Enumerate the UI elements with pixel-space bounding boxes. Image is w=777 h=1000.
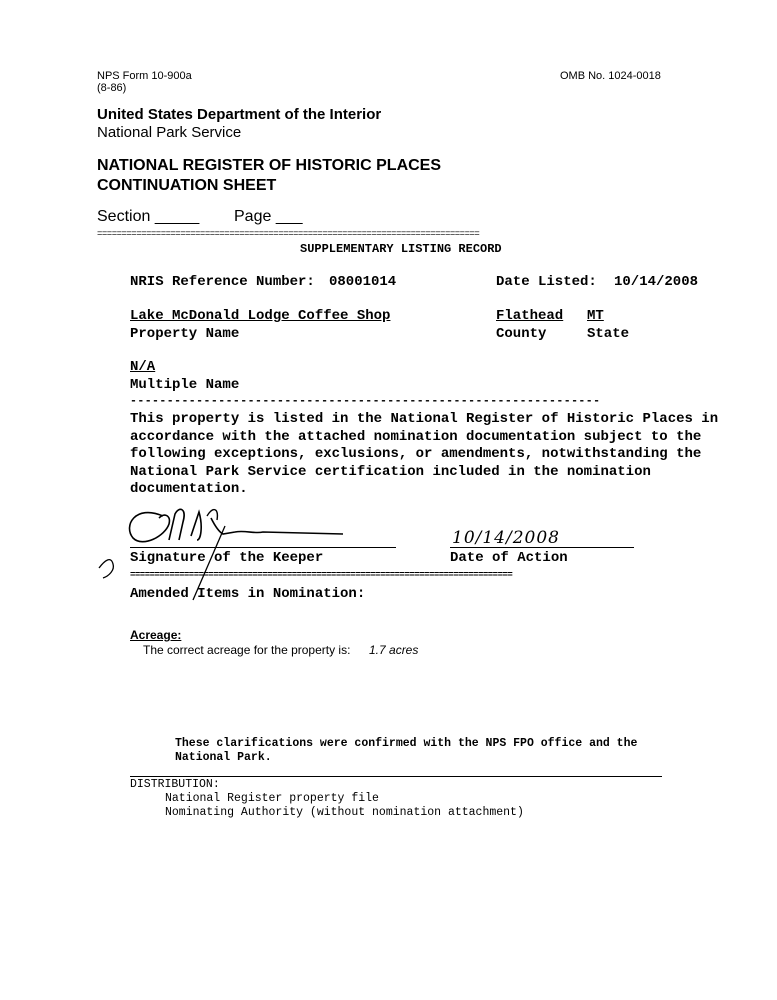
nris-label: NRIS Reference Number: bbox=[130, 274, 315, 290]
signature-line bbox=[130, 547, 396, 548]
property-name: Lake McDonald Lodge Coffee Shop bbox=[130, 308, 391, 324]
acreage-value: 1.7 acres bbox=[369, 643, 419, 657]
property-name-label: Property Name bbox=[130, 326, 240, 342]
omb-number: OMB No. 1024-0018 bbox=[560, 70, 661, 82]
handwritten-date: 10/14/2008 bbox=[452, 528, 560, 548]
county-value: Flathead bbox=[496, 308, 564, 324]
date-action-line bbox=[450, 547, 634, 548]
separator-equals-2: ============================================================================== bbox=[130, 570, 513, 580]
listing-statement: This property is listed in the National Register of Historic Places in accordance with the attached nomination documentation subject to the following exceptions, exclusions, or amendments, notwithstanding the National Park Service certification included in the nomination documentation. bbox=[130, 411, 719, 497]
form-title-line1: NATIONAL REGISTER OF HISTORIC PLACES bbox=[97, 157, 442, 174]
distribution-rule bbox=[130, 776, 662, 777]
distribution-heading: DISTRIBUTION: bbox=[130, 778, 220, 791]
multiple-name-value: N/A bbox=[130, 359, 156, 375]
date-of-action-label: Date of Action bbox=[450, 550, 568, 566]
county-label: County bbox=[496, 326, 547, 342]
form-revision: (8-86) bbox=[97, 82, 127, 94]
state-value: MT bbox=[587, 308, 604, 324]
form-number: NPS Form 10-900a bbox=[97, 70, 192, 82]
state-label: State bbox=[587, 326, 630, 342]
date-listed-value: 10/14/2008 bbox=[614, 274, 699, 290]
record-title: SUPPLEMENTARY LISTING RECORD bbox=[300, 242, 502, 256]
multiple-name-label: Multiple Name bbox=[130, 377, 240, 393]
signature-label: Signature of the Keeper bbox=[130, 550, 324, 566]
acreage-heading: Acreage: bbox=[130, 628, 182, 642]
clarification-line1: These clarifications were confirmed with the NPS FPO office and the bbox=[175, 737, 638, 750]
distribution-item: Nominating Authority (without nomination attachment) bbox=[165, 806, 524, 819]
separator-equals: ============================================================================== bbox=[97, 229, 480, 239]
section-field: Section _____ bbox=[97, 208, 200, 225]
distribution-item: National Register property file bbox=[165, 792, 379, 805]
clarification-line2: National Park. bbox=[175, 751, 272, 764]
service-name: National Park Service bbox=[97, 124, 242, 141]
nris-number: 08001014 bbox=[329, 274, 397, 290]
page-field: Page ___ bbox=[234, 208, 303, 225]
separator-dashes: ---------------------------------------------------------------- bbox=[130, 395, 601, 408]
date-listed-label: Date Listed: bbox=[496, 274, 597, 290]
department-name: United States Department of the Interior bbox=[97, 106, 382, 123]
form-title-line2: CONTINUATION SHEET bbox=[97, 177, 277, 194]
acreage-text: The correct acreage for the property is: bbox=[143, 643, 351, 657]
amended-items-heading: Amended Items in Nomination: bbox=[130, 586, 366, 602]
